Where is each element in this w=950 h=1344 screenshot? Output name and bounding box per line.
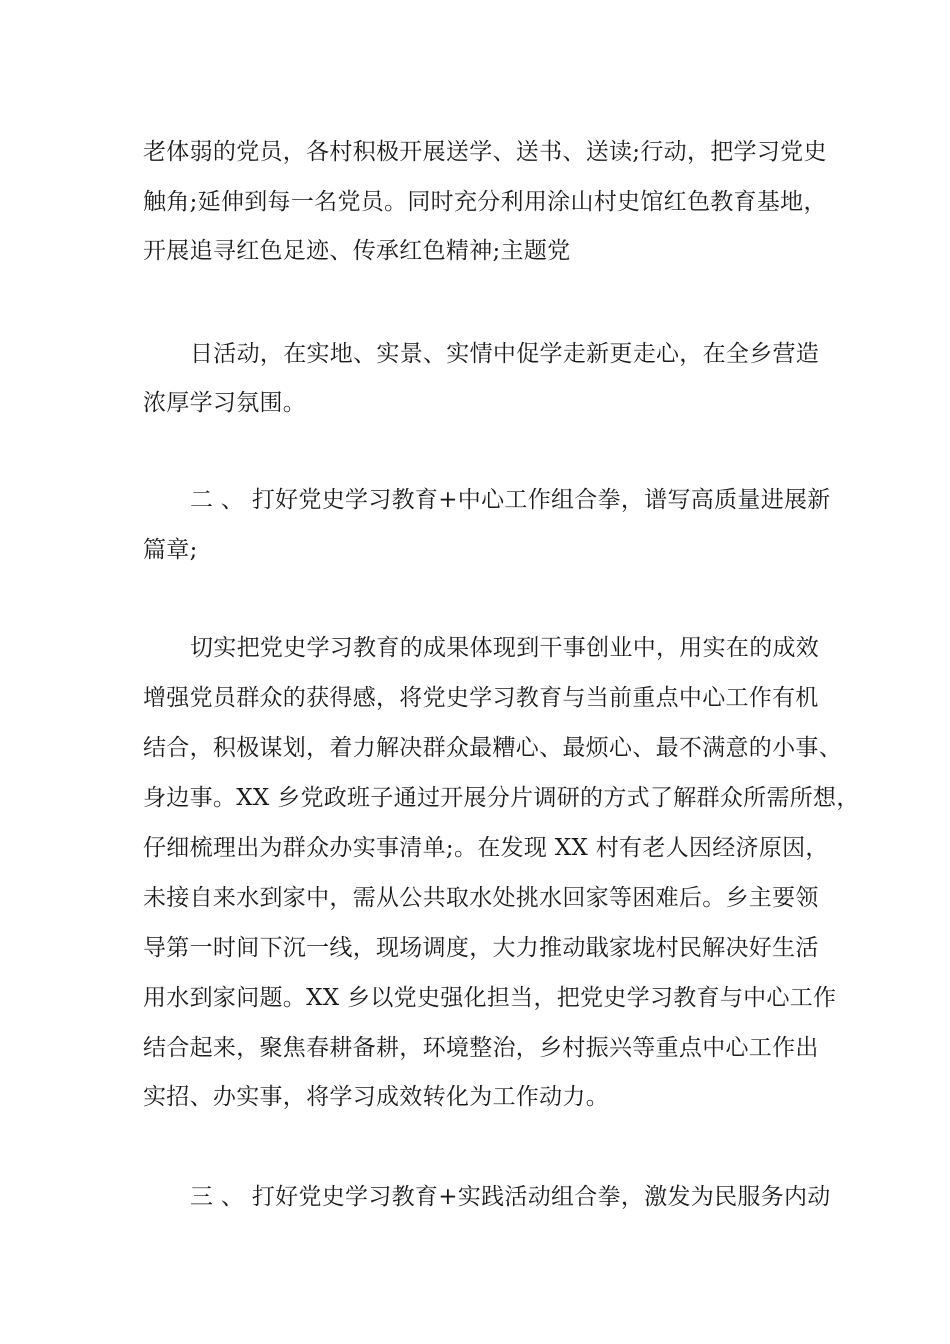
body-text-line: 日活动，在实地、实景、实情中促学走新更走心，在全乡营造 — [190, 341, 820, 367]
body-text-line: 结合起来，聚焦春耕备耕，环境整治，乡村振兴等重点中心工作出 — [143, 1035, 819, 1061]
section-heading: 三 、 打好党史学习教育+实践活动组合拳，激发为民服务内动 — [190, 1184, 831, 1210]
section-heading: 二 、 打好党史学习教育+中心工作组合拳，谱写高质量进展新 — [190, 487, 831, 513]
body-text-line: 实招、办实事，将学习成效转化为工作动力。 — [143, 1084, 609, 1110]
body-text-line: 开展追寻红色足迹、传承红色精神;主题党 — [143, 238, 571, 264]
body-text-line: 浓厚学习氛围。 — [143, 390, 307, 416]
body-text-line: 切实把党史学习教育的成果体现到干事创业中，用实在的成效 — [190, 635, 820, 661]
body-text-line: 用水到家问题。XX 乡以党史强化担当，把党史学习教育与中心工作 — [143, 985, 837, 1011]
body-text-line: 结合，积极谋划，着力解决群众最糟心、最烦心、最不满意的小事、 — [143, 735, 842, 761]
body-text-line: 触角;延伸到每一名党员。同时充分利用涂山村史馆红色教育基地， — [143, 189, 827, 215]
body-text-line: 老体弱的党员，各村积极开展送学、送书、送读;行动，把学习党史 — [143, 139, 827, 165]
body-text-line: 仔细梳理出为群众办实事清单;。在发现 XX 村有老人因经济原因， — [143, 835, 829, 861]
body-text-line: 身边事。XX 乡党政班子通过开展分片调研的方式了解群众所需所想， — [143, 785, 860, 811]
body-text-line: 导第一时间下沉一线，现场调度，大力推动戢家垅村民解决好生活 — [143, 935, 819, 961]
body-text-line: 增强党员群众的获得感，将党史学习教育与当前重点中心工作有机 — [143, 685, 819, 711]
body-text-line: 未接自来水到家中，需从公共取水处挑水回家等困难后。乡主要领 — [143, 885, 819, 911]
section-heading-continued: 篇章; — [143, 537, 198, 563]
